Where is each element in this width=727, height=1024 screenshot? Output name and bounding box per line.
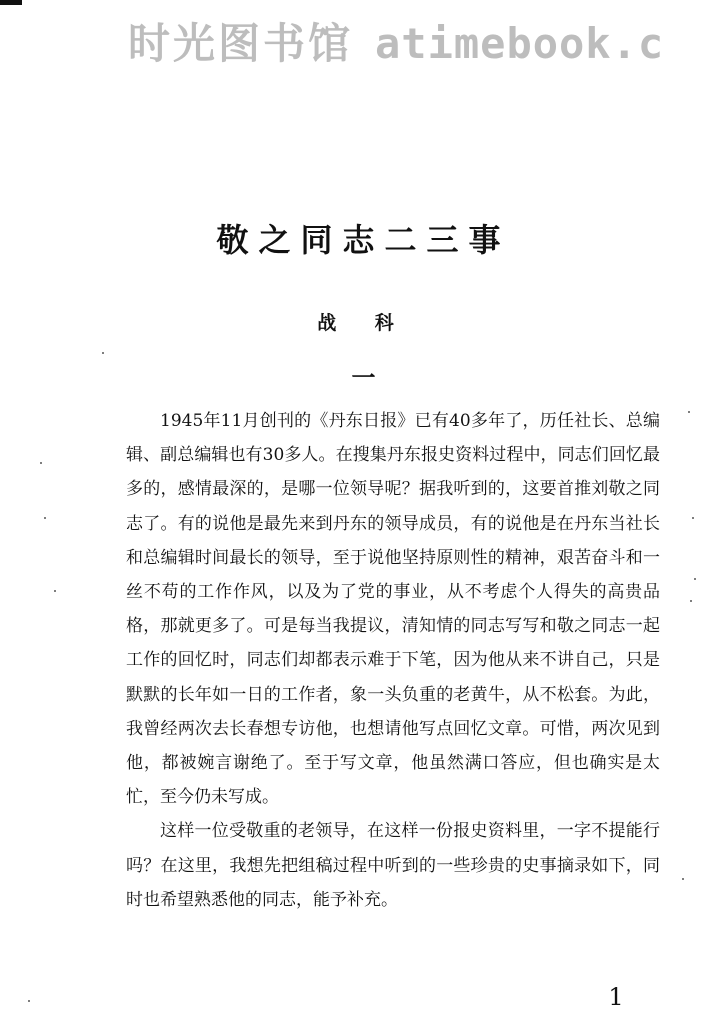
scan-speck (692, 517, 694, 519)
scan-speck (28, 1000, 30, 1002)
scan-speck (690, 600, 692, 602)
scan-speck (102, 352, 104, 354)
article-body (126, 404, 660, 917)
watermark-site-url: atimebook.c (375, 19, 665, 68)
paragraph: 这样一位受敬重的老领导，在这样一份报史资料里，一字不提能行吗？在这里，我想先把组稿过程中听到的一些珍贵的史事摘录如下，同时也希望熟悉他的同志，能予补充。 (126, 821, 660, 910)
scan-corner-mark (0, 0, 22, 5)
section-number: 一 (351, 363, 376, 392)
scan-speck (694, 578, 696, 580)
scan-speck (44, 517, 46, 519)
scan-speck (54, 590, 56, 592)
page-number: 1 (608, 983, 624, 1011)
watermark (128, 18, 727, 70)
scan-speck (682, 878, 684, 880)
article-title: 敬之同志二三事 (216, 221, 511, 259)
scan-speck (688, 411, 690, 413)
paragraph: 1945年11月创刊的《丹东日报》已有40多年了，历任社长、总编辑、副总编辑也有30多人。在搜集丹东报史资料过程中，同志们回忆最多的，感情最深的，是哪一位领导呢？据我听到的，这要首推刘敬之同志了。有的说他是最先来到丹东的领导成员，有的说他是在丹东当社长和总编辑时间最长的领导，至于说他坚持原则性的精神，艰苦奋斗和一丝不苟的工作作风，以及为了党的事业，从不考虑个人得失的高贵品格，那就更多了。可是每当我提议，清知情的同志写写和敬之同志一起工作的回忆时，同志们却都表示难于下笔，因为他从来不讲自己，只是默默的长年如一日的工作者，象一头负重的老黄牛，从不松套。为此，我曾经两次去长春想专访他，也想请他写点回忆文章。可惜，两次见到他，都被婉言谢绝了。至于写文章，他虽然满口答应，但也确实是太忙，至今仍未写成。 (126, 411, 660, 808)
watermark-site-name: 时光图书馆 (128, 19, 354, 68)
scan-speck (40, 462, 42, 464)
article-author: 战 科 (317, 312, 410, 334)
